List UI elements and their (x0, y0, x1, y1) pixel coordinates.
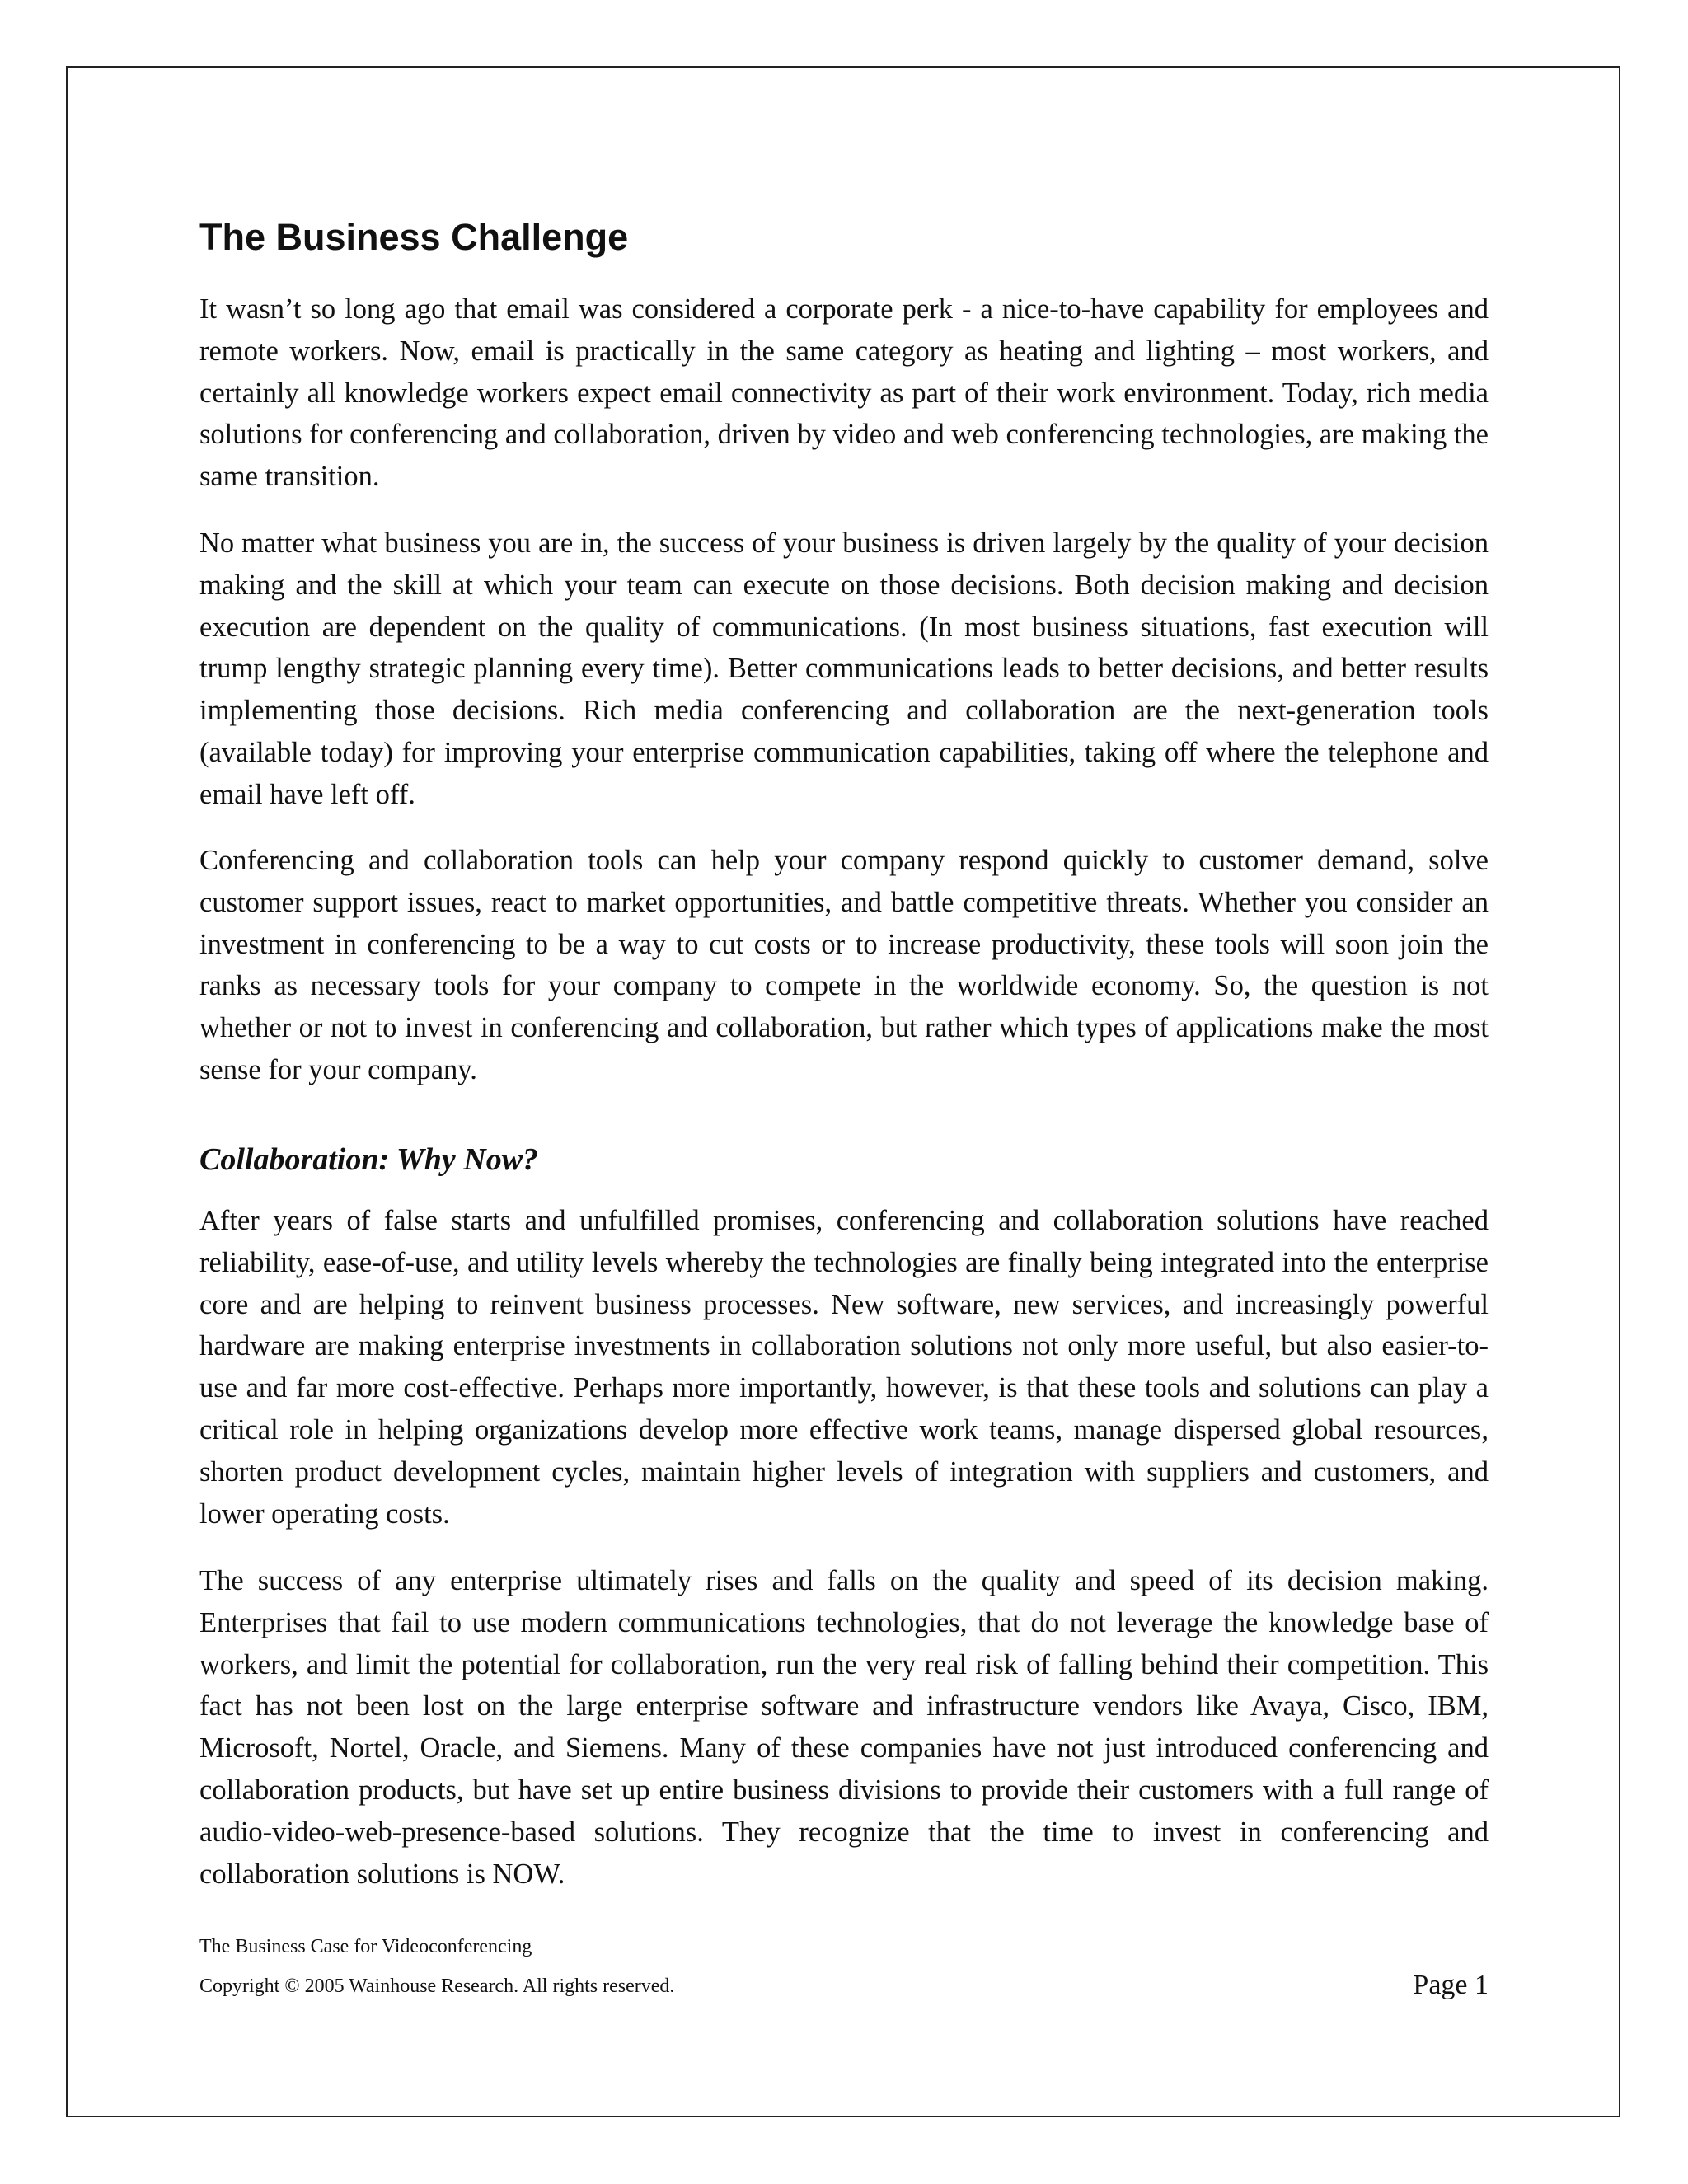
footer-document-title: The Business Case for Videoconferencing (199, 1936, 532, 1957)
footer-copyright: Copyright © 2005 Wainhouse Research. All rights reserved. (199, 1975, 675, 1997)
page-title: The Business Challenge (199, 216, 629, 258)
paragraph-section-1: After years of false starts and unfulfilled promises, conferencing and collaboration solutions have reached reliability, ease-of-use, and utility levels whereby the technologies are finally being integrated into the enterprise core and are helping to reinvent business processes. New software, new services, and increasingly powerful hardware are making enterprise investments in collaboration solutions not only more useful, but also easier-to-use and far more cost-effective. Perhaps more importantly, however, is that these tools and solutions can play a critical role in helping organizations develop more effective work teams, manage dispersed global resources, shorten product development cycles, maintain higher levels of integration with suppliers and customers, and lower operating costs. (199, 1205, 1489, 1530)
page-number: Page 1 (1413, 1970, 1489, 2000)
section-heading: Collaboration: Why Now? (199, 1142, 539, 1177)
paragraph-intro-2: No matter what business you are in, the success of your business is driven largely by the quality of your decision making and the skill at which your team can execute on those decisions. Both decision making and decision execution are dependent on the quality of communications. (In most business situations, fast execution will trump lengthy strategic planning every time). Better communications leads to better decisions, and better results implementing those decisions. Rich media conferencing and collaboration are the next-generation tools (available today) for improving your enterprise communication capabilities, taking off where the telephone and email have left off. (199, 527, 1489, 810)
paragraph-intro-3: Conferencing and collaboration tools can help your company respond quickly to customer demand, solve customer support issues, react to market opportunities, and battle competitive threats. Whether you consider an investment in conferencing to be a way to cut costs or to increase productivity, these tools will soon join the ranks as necessary tools for your company to compete in the worldwide economy. So, the question is not whether or not to invest in conferencing and collaboration, but rather which types of applications make the most sense for your company. (199, 845, 1489, 1085)
paragraph-section-2: The success of any enterprise ultimately rises and falls on the quality and speed of its decision making. Enterprises that fail to use modern communications technologies, that do not leverage the knowledge base of workers, and limit the potential for collaboration, run the very real risk of falling behind their competition. This fact has not been lost on the large enterprise software and infrastructure vendors like Avaya, Cisco, IBM, Microsoft, Nortel, Oracle, and Siemens. Many of these companies have not just introduced conferencing and collaboration products, but have set up entire business divisions to provide their customers with a full range of audio-video-web-presence-based solutions. They recognize that the time to invest in conferencing and collaboration solutions is NOW. (199, 1565, 1489, 1890)
paragraph-intro-1: It wasn’t so long ago that email was considered a corporate perk - a nice-to-have capability for employees and remote workers. Now, email is practically in the same category as heating and lighting – most workers, and certainly all knowledge workers expect email connectivity as part of their work environment. Today, rich media solutions for conferencing and collaboration, driven by video and web conferencing technologies, are making the same transition. (199, 293, 1489, 493)
